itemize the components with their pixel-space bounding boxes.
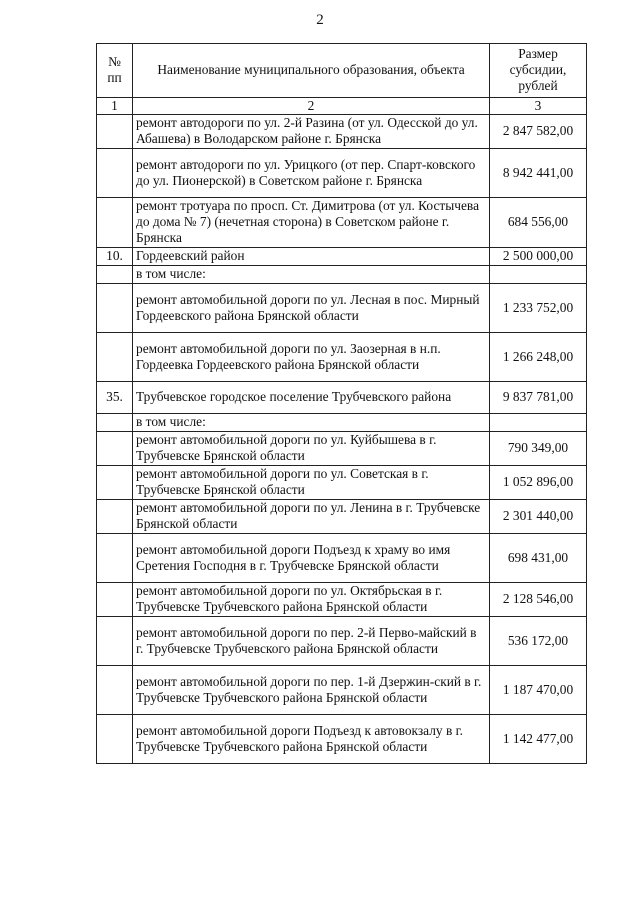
row-amount: 8 942 441,00	[490, 149, 587, 198]
header-number: № пп	[97, 44, 133, 98]
row-amount: 1 142 477,00	[490, 715, 587, 764]
row-number	[97, 500, 133, 534]
row-amount: 2 847 582,00	[490, 115, 587, 149]
row-name: Гордеевский район	[133, 248, 490, 266]
row-number	[97, 617, 133, 666]
row-name: ремонт автомобильной дороги по пер. 1-й Дзержин-ский в г. Трубчевске Трубчевского района Брянской области	[133, 666, 490, 715]
row-name: ремонт автомобильной дороги по ул. Заозерная в н.п. Гордеевка Гордеевского района Брянской области	[133, 333, 490, 382]
table-row	[97, 534, 587, 583]
table-row	[97, 382, 587, 414]
table-row	[97, 149, 587, 198]
row-name: ремонт автомобильной дороги Подъезд к храму во имя Сретения Господня в г. Трубчевске Брянской области	[133, 534, 490, 583]
row-amount: 2 500 000,00	[490, 248, 587, 266]
row-amount: 536 172,00	[490, 617, 587, 666]
table-body	[97, 115, 587, 764]
row-amount: 790 349,00	[490, 432, 587, 466]
row-name: Трубчевское городское поселение Трубчевского района	[133, 382, 490, 414]
column-number: 3	[490, 98, 587, 115]
row-number	[97, 414, 133, 432]
table-row	[97, 333, 587, 382]
table-row	[97, 115, 587, 149]
row-name: ремонт автомобильной дороги по ул. Лесная в пос. Мирный Гордеевского района Брянской области	[133, 284, 490, 333]
table-row	[97, 266, 587, 284]
row-name: ремонт тротуара по просп. Ст. Димитрова (от ул. Костычева до дома № 7) (нечетная сторона) в Советском районе г. Брянска	[133, 198, 490, 248]
table-row	[97, 583, 587, 617]
table-row	[97, 432, 587, 466]
table-row	[97, 617, 587, 666]
table-row	[97, 466, 587, 500]
row-number	[97, 583, 133, 617]
row-number	[97, 284, 133, 333]
row-number	[97, 149, 133, 198]
table-row	[97, 715, 587, 764]
subsidy-table	[96, 43, 587, 764]
table-row	[97, 666, 587, 715]
column-number: 1	[97, 98, 133, 115]
row-name: ремонт автомобильной дороги по ул. Советская в г. Трубчевске Брянской области	[133, 466, 490, 500]
column-number-row	[97, 98, 587, 115]
row-amount: 698 431,00	[490, 534, 587, 583]
row-number	[97, 432, 133, 466]
row-name: ремонт автодороги по ул. Урицкого (от пер. Спарт-ковского до ул. Пионерской) в Советском районе г. Брянска	[133, 149, 490, 198]
row-amount: 2 128 546,00	[490, 583, 587, 617]
row-number	[97, 534, 133, 583]
table-row	[97, 198, 587, 248]
row-amount: 1 233 752,00	[490, 284, 587, 333]
row-amount	[490, 266, 587, 284]
row-amount: 1 266 248,00	[490, 333, 587, 382]
row-number: 10.	[97, 248, 133, 266]
row-amount: 1 187 470,00	[490, 666, 587, 715]
row-name: ремонт автомобильной дороги Подъезд к автовокзалу в г. Трубчевске Трубчевского района Брянской области	[133, 715, 490, 764]
row-number	[97, 666, 133, 715]
row-amount	[490, 414, 587, 432]
header-name: Наименование муниципального образования, объекта	[133, 44, 490, 98]
row-number: 35.	[97, 382, 133, 414]
row-number	[97, 466, 133, 500]
table-row	[97, 500, 587, 534]
table-header-row	[97, 44, 587, 98]
table-row	[97, 414, 587, 432]
row-amount: 684 556,00	[490, 198, 587, 248]
table-row	[97, 248, 587, 266]
row-number	[97, 266, 133, 284]
row-name: в том числе:	[133, 414, 490, 432]
row-name: ремонт автомобильной дороги по ул. Куйбышева в г. Трубчевске Брянской области	[133, 432, 490, 466]
row-name: ремонт автомобильной дороги по ул. Ленина в г. Трубчевске Брянской области	[133, 500, 490, 534]
row-amount: 2 301 440,00	[490, 500, 587, 534]
row-number	[97, 715, 133, 764]
page-number: 2	[316, 12, 324, 28]
row-number	[97, 115, 133, 149]
row-amount: 1 052 896,00	[490, 466, 587, 500]
header-amount: Размер субсидии, рублей	[490, 44, 587, 98]
row-name: ремонт автодороги по ул. 2-й Разина (от ул. Одесской до ул. Абашева) в Володарском районе г. Брянска	[133, 115, 490, 149]
row-number	[97, 333, 133, 382]
row-name: ремонт автомобильной дороги по ул. Октябрьская в г. Трубчевске Трубчевского района Брянской области	[133, 583, 490, 617]
row-number	[97, 198, 133, 248]
row-name: ремонт автомобильной дороги по пер. 2-й Перво-майский в г. Трубчевске Трубчевского района Брянской области	[133, 617, 490, 666]
column-number: 2	[133, 98, 490, 115]
row-name: в том числе:	[133, 266, 490, 284]
row-amount: 9 837 781,00	[490, 382, 587, 414]
table-row	[97, 284, 587, 333]
